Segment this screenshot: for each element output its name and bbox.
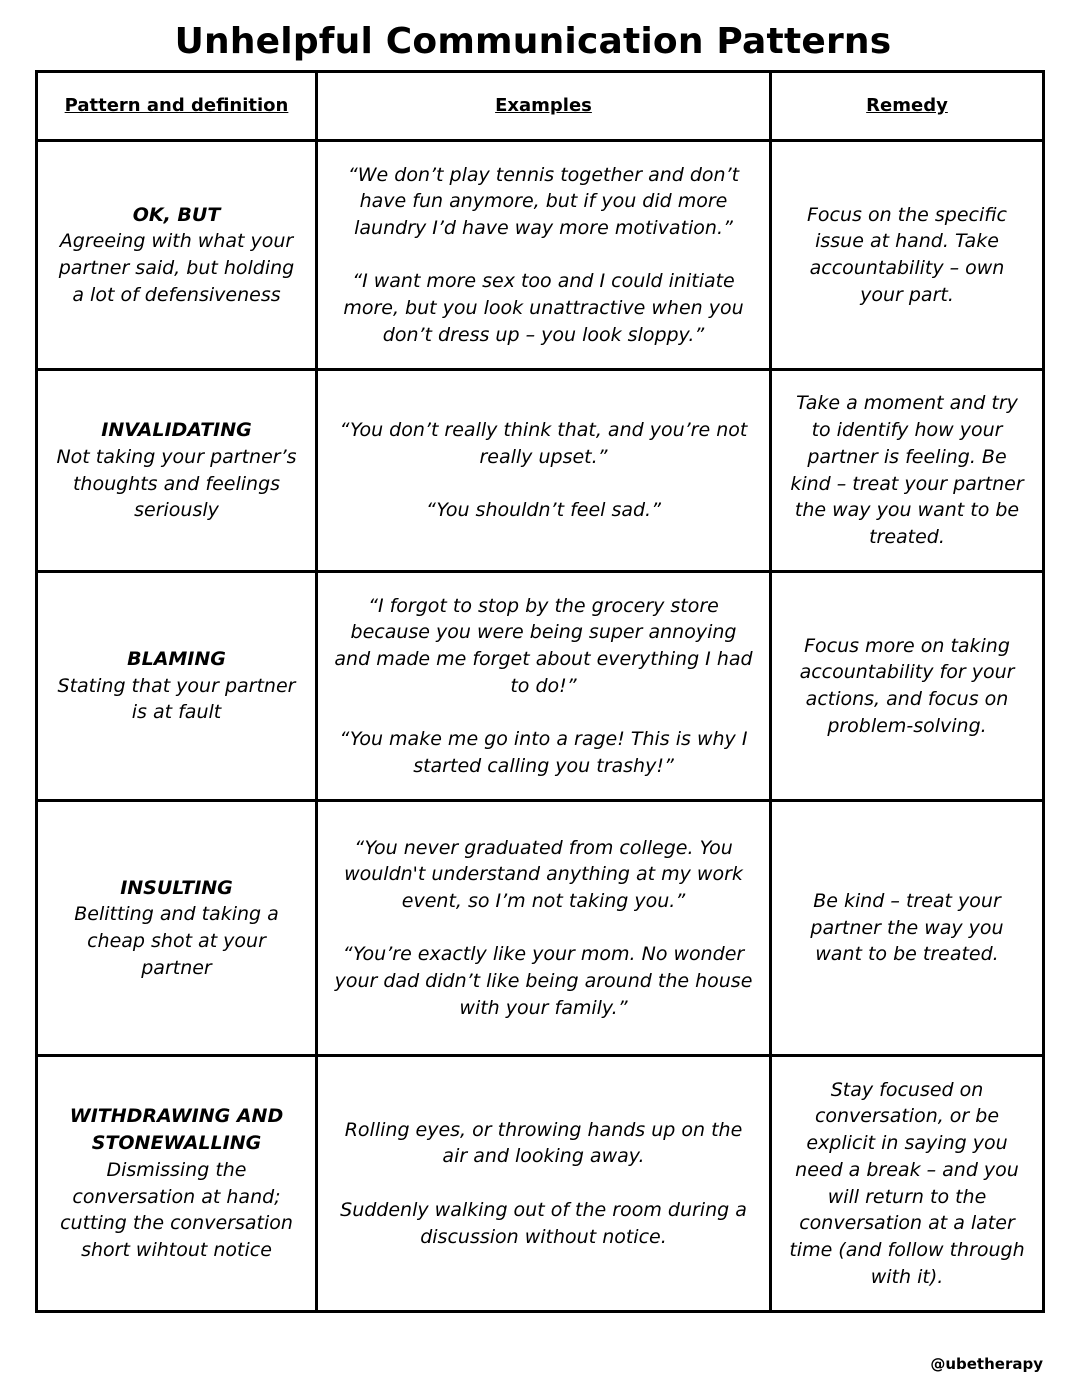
pattern-cell xyxy=(37,572,317,801)
example-text: “I forgot to stop by the grocery store because you were being super annoying and made me forget about everything I had to do!” xyxy=(334,594,753,697)
remedy-cell: Stay focused on conversation, or be explicit in saying you need a break – and you will return to the conversation at a later time (and follow through with it). xyxy=(771,1056,1044,1312)
examples-cell xyxy=(317,370,771,572)
pattern-definition: Stating that your partner is at fault xyxy=(57,674,296,724)
example-text: “You shouldn’t feel sad.” xyxy=(426,499,661,522)
pattern-definition: Not taking your partner’s thoughts and feelings seriously xyxy=(56,445,297,522)
pattern-definition: Belitting and taking a cheap shot at your partner xyxy=(74,903,279,979)
pattern-cell xyxy=(37,801,317,1056)
pattern-name: BLAMING xyxy=(127,647,226,670)
table-row xyxy=(37,801,1044,1056)
patterns-table xyxy=(35,70,1045,1313)
examples-cell xyxy=(317,1056,771,1312)
column-header-remedy: Remedy xyxy=(771,72,1044,141)
example-text: “You make me go into a rage! This is why I started calling you trashy!” xyxy=(339,728,748,777)
remedy-cell: Take a moment and try to identify how your partner is feeling. Be kind – treat your partner the way you want to be treated. xyxy=(771,370,1044,572)
page-title: Unhelpful Communication Patterns xyxy=(174,21,892,62)
column-header-pattern: Pattern and definition xyxy=(37,72,317,141)
patterns-table-wrapper xyxy=(35,70,1042,1310)
remedy-cell: Focus on the specific issue at hand. Take accountability – own your part. xyxy=(771,141,1044,370)
pattern-name: INSULTING xyxy=(120,876,233,899)
example-text: “We don’t play tennis together and don’t have fun anymore, but if you did more laundry I’d have way more motivation.” xyxy=(347,163,740,239)
pattern-name: OK, BUT xyxy=(132,203,221,226)
pattern-cell xyxy=(37,370,317,572)
remedy-cell: Focus more on taking accountability for your actions, and focus on problem-solving. xyxy=(771,572,1044,801)
example-text: “You don’t really think that, and you’re not really upset.” xyxy=(339,419,748,468)
example-text: Rolling eyes, or throwing hands up on the air and looking away. xyxy=(344,1118,743,1168)
table-header-row xyxy=(37,72,1044,141)
pattern-definition: Agreeing with what your partner said, but holding a lot of defensiveness xyxy=(58,230,295,306)
pattern-definition: Dismissing the conversation at hand; cutting the conversation short wihtout notice xyxy=(60,1158,293,1261)
examples-cell xyxy=(317,801,771,1056)
pattern-name: INVALIDATING xyxy=(101,419,252,442)
pattern-cell xyxy=(37,1056,317,1312)
column-header-examples: Examples xyxy=(317,72,771,141)
example-text: “You’re exactly like your mom. No wonder your dad didn’t like being around the house with your family.” xyxy=(334,943,753,1019)
examples-cell xyxy=(317,572,771,801)
remedy-cell: Be kind – treat your partner the way you want to be treated. xyxy=(771,801,1044,1056)
pattern-cell xyxy=(37,141,317,370)
table-row xyxy=(37,572,1044,801)
author-handle: @ubetherapy xyxy=(930,1355,1043,1373)
pattern-name: WITHDRAWING AND STONEWALLING xyxy=(69,1105,284,1155)
table-row xyxy=(37,1056,1044,1312)
example-text: “You never graduated from college. You wouldn't understand anything at my work event, so I’m not taking you.” xyxy=(344,836,743,912)
table-row xyxy=(37,370,1044,572)
example-text: Suddenly walking out of the room during a discussion without notice. xyxy=(340,1198,747,1248)
example-text: “I want more sex too and I could initiate more, but you look unattractive when you don’t dress up – you look sloppy.” xyxy=(343,270,744,346)
examples-cell xyxy=(317,141,771,370)
table-row xyxy=(37,141,1044,370)
